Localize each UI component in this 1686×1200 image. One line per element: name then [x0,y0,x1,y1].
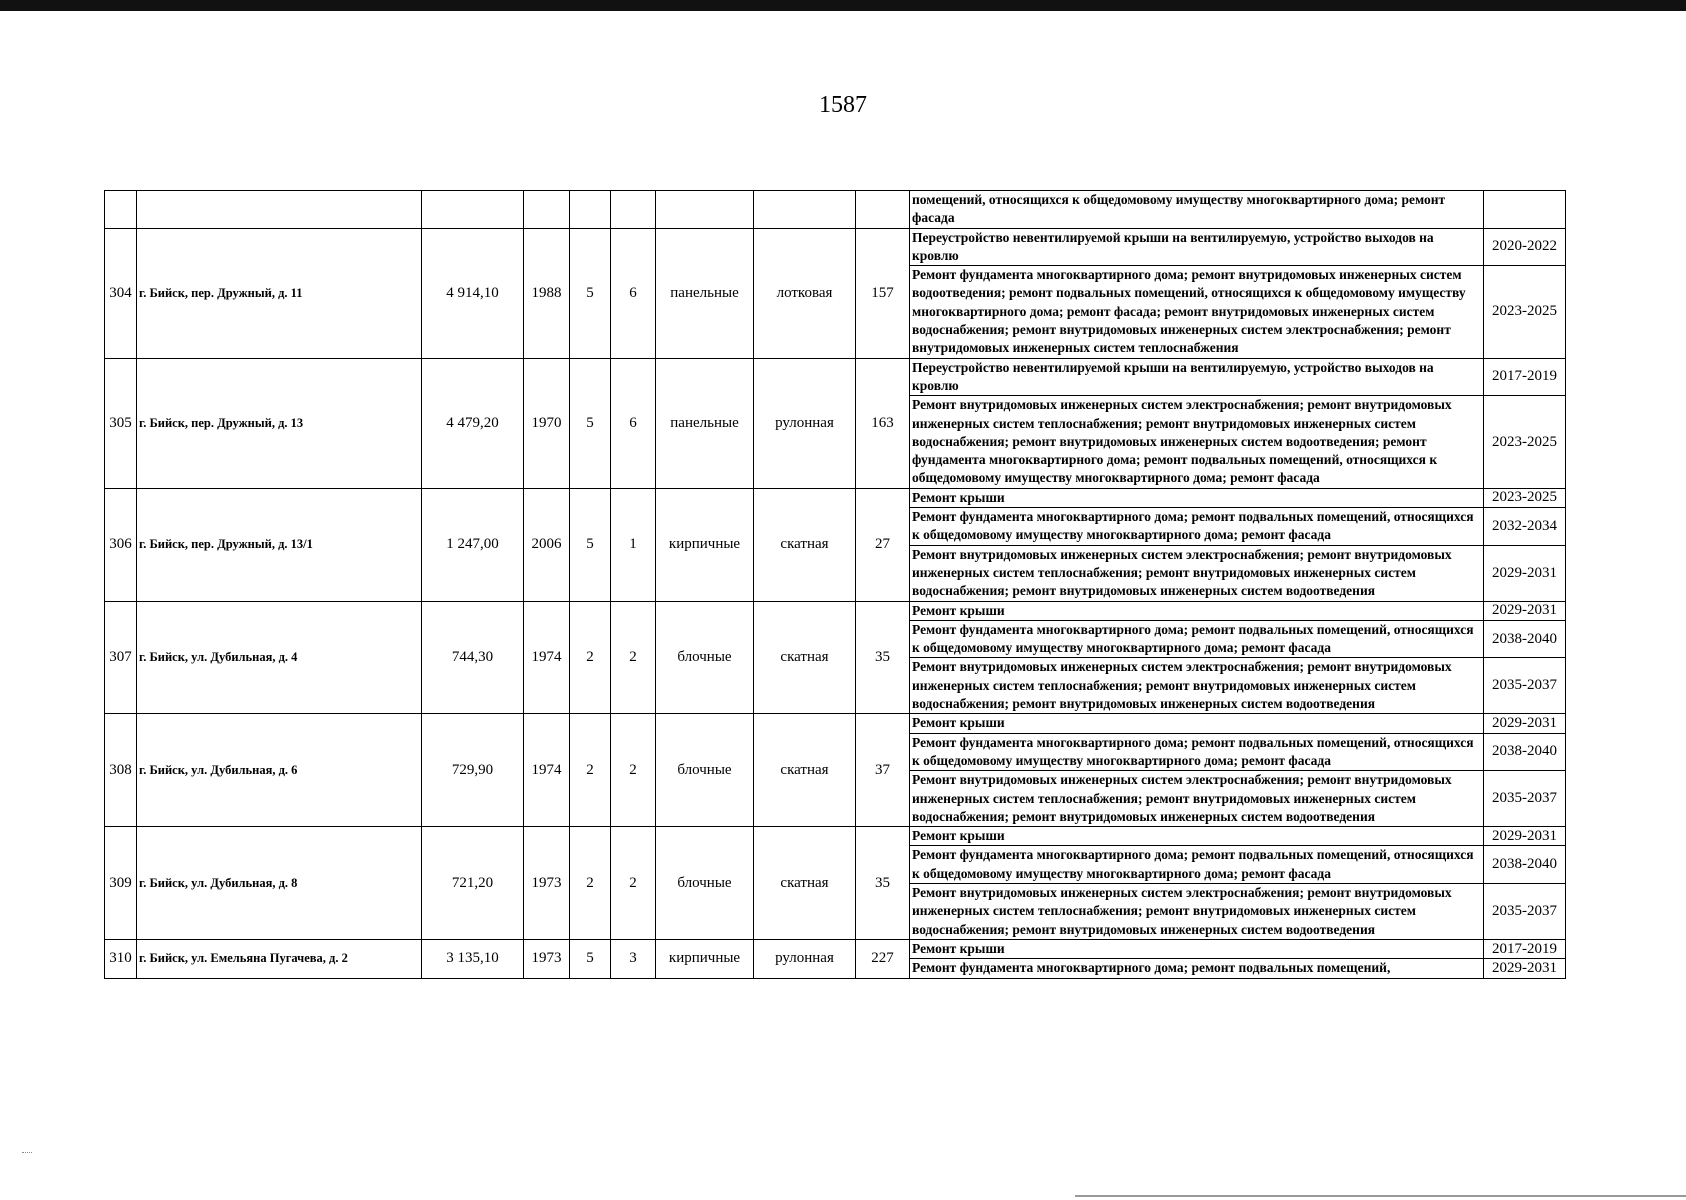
work-period: 2029-2031 [1484,827,1566,846]
residents-count: 35 [856,601,910,714]
work-period: 2035-2037 [1484,658,1566,714]
wall-material: кирпичные [656,488,754,601]
build-year: 1973 [524,827,570,940]
address: г. Бийск, пер. Дружный, д. 13/1 [137,488,422,601]
entrances-count: 2 [611,827,656,940]
entrances-count: 3 [611,939,656,978]
build-year: 1988 [524,228,570,358]
roof-type: рулонная [754,939,856,978]
floors-count: 2 [570,827,611,940]
work-period: 2029-2031 [1484,601,1566,620]
roof-type: скатная [754,827,856,940]
work-period: 2032-2034 [1484,508,1566,546]
roof-type: скатная [754,488,856,601]
address: г. Бийск, ул. Дубильная, д. 8 [137,827,422,940]
address: г. Бийск, пер. Дружный, д. 13 [137,358,422,488]
work-period: 2035-2037 [1484,771,1566,827]
work-description: Ремонт внутридомовых инженерных систем электроснабжения; ремонт внутридомовых инженерных систем теплоснабжения; ремонт внутридомовых инженерных систем водоснабжения; ремонт внутридомовых инженерных систем водоотведения [910,545,1484,601]
work-period: 2038-2040 [1484,733,1566,771]
total-area: 4 914,10 [422,228,524,358]
wall-material: блочные [656,714,754,827]
entrances-count: 2 [611,601,656,714]
work-description: Переустройство невентилируемой крыши на вентилируемую, устройство выходов на кровлю [910,358,1484,396]
build-year: 1974 [524,714,570,827]
floors-count: 5 [570,358,611,488]
wall-material: панельные [656,358,754,488]
address: г. Бийск, ул. Емельяна Пугачева, д. 2 [137,939,422,978]
work-period: 2038-2040 [1484,846,1566,884]
work-description: Ремонт внутридомовых инженерных систем электроснабжения; ремонт внутридомовых инженерных систем теплоснабжения; ремонт внутридомовых инженерных систем водоснабжения; ремонт внутридомовых инженерных систем водоотведения [910,658,1484,714]
empty-cell [856,191,910,229]
table-row [105,714,1566,733]
empty-cell [105,191,137,229]
empty-cell [137,191,422,229]
address: г. Бийск, пер. Дружный, д. 11 [137,228,422,358]
table-row [105,228,1566,266]
build-year: 1970 [524,358,570,488]
work-description: Ремонт фундамента многоквартирного дома; ремонт подвальных помещений, относящихся к общедомовому имуществу многоквартирного дома; ремонт фасада [910,508,1484,546]
wall-material: блочные [656,827,754,940]
empty-cell [754,191,856,229]
roof-type: скатная [754,714,856,827]
work-period [1484,191,1566,229]
total-area: 3 135,10 [422,939,524,978]
work-description: Ремонт крыши [910,601,1484,620]
entrances-count: 1 [611,488,656,601]
residents-count: 227 [856,939,910,978]
work-description: Переустройство невентилируемой крыши на вентилируемую, устройство выходов на кровлю [910,228,1484,266]
housing-repair-table [104,190,1566,979]
entrances-count: 2 [611,714,656,827]
work-description: Ремонт фундамента многоквартирного дома; ремонт подвальных помещений, относящихся к общедомовому имуществу многоквартирного дома; ремонт фасада [910,620,1484,658]
house-number: 309 [105,827,137,940]
work-description: Ремонт фундамента многоквартирного дома; ремонт внутридомовых инженерных систем водоотведения; ремонт подвальных помещений, относящихся к общедомовому имуществу многоквартирного дома; ремонт фасада; ремонт внутридомовых инженерных систем водоснабжения; ремонт внутридомовых инженерных систем электроснабжения; ремонт внутридомовых инженерных систем теплоснабжения [910,266,1484,359]
total-area: 721,20 [422,827,524,940]
empty-cell [524,191,570,229]
entrances-count: 6 [611,228,656,358]
table-row [105,358,1566,396]
work-period: 2023-2025 [1484,488,1566,507]
house-number: 307 [105,601,137,714]
roof-type: скатная [754,601,856,714]
work-period: 2035-2037 [1484,884,1566,940]
scan-artifact [22,1152,32,1157]
work-description: Ремонт внутридомовых инженерных систем электроснабжения; ремонт внутридомовых инженерных систем теплоснабжения; ремонт внутридомовых инженерных систем водоснабжения; ремонт внутридомовых инженерных систем водоотведения; ремонт фундамента многоквартирного дома; ремонт подвальных помещений, относящихся к общедомовому имуществу многоквартирного дома; ремонт фасада [910,396,1484,489]
work-period: 2029-2031 [1484,714,1566,733]
page-number: 1587 [819,92,867,118]
table-row [105,191,1566,229]
house-number: 306 [105,488,137,601]
floors-count: 2 [570,714,611,827]
work-description: Ремонт фундамента многоквартирного дома; ремонт подвальных помещений, относящихся к общедомовому имуществу многоквартирного дома; ремонт фасада [910,846,1484,884]
residents-count: 37 [856,714,910,827]
wall-material: панельные [656,228,754,358]
wall-material: кирпичные [656,939,754,978]
table-row [105,488,1566,507]
work-period: 2020-2022 [1484,228,1566,266]
work-description: Ремонт внутридомовых инженерных систем электроснабжения; ремонт внутридомовых инженерных систем теплоснабжения; ремонт внутридомовых инженерных систем водоснабжения; ремонт внутридомовых инженерных систем водоотведения [910,771,1484,827]
work-description: Ремонт крыши [910,827,1484,846]
house-number: 304 [105,228,137,358]
entrances-count: 6 [611,358,656,488]
build-year: 1974 [524,601,570,714]
work-period: 2029-2031 [1484,545,1566,601]
total-area: 1 247,00 [422,488,524,601]
empty-cell [611,191,656,229]
total-area: 744,30 [422,601,524,714]
address: г. Бийск, ул. Дубильная, д. 6 [137,714,422,827]
roof-type: рулонная [754,358,856,488]
work-description: Ремонт крыши [910,939,1484,958]
table-row [105,939,1566,958]
work-description: Ремонт крыши [910,488,1484,507]
floors-count: 2 [570,601,611,714]
floors-count: 5 [570,939,611,978]
work-period: 2038-2040 [1484,620,1566,658]
residents-count: 35 [856,827,910,940]
residents-count: 163 [856,358,910,488]
empty-cell [656,191,754,229]
work-description: Ремонт фундамента многоквартирного дома; ремонт подвальных помещений, [910,959,1484,978]
house-number: 308 [105,714,137,827]
roof-type: лотковая [754,228,856,358]
build-year: 2006 [524,488,570,601]
empty-cell [422,191,524,229]
address: г. Бийск, ул. Дубильная, д. 4 [137,601,422,714]
work-description: Ремонт крыши [910,714,1484,733]
total-area: 4 479,20 [422,358,524,488]
house-number: 310 [105,939,137,978]
work-period: 2023-2025 [1484,266,1566,359]
table-row [105,827,1566,846]
residents-count: 27 [856,488,910,601]
empty-cell [570,191,611,229]
table-body [105,191,1566,979]
total-area: 729,90 [422,714,524,827]
wall-material: блочные [656,601,754,714]
work-period: 2023-2025 [1484,396,1566,489]
work-description: Ремонт внутридомовых инженерных систем электроснабжения; ремонт внутридомовых инженерных систем теплоснабжения; ремонт внутридомовых инженерных систем водоснабжения; ремонт внутридомовых инженерных систем водоотведения [910,884,1484,940]
work-period: 2029-2031 [1484,959,1566,978]
house-number: 305 [105,358,137,488]
residents-count: 157 [856,228,910,358]
table-row [105,601,1566,620]
floors-count: 5 [570,488,611,601]
scan-bottom-edge [1075,1195,1686,1197]
work-description: помещений, относящихся к общедомовому имуществу многоквартирного дома; ремонт фасада [910,191,1484,229]
work-period: 2017-2019 [1484,939,1566,958]
floors-count: 5 [570,228,611,358]
work-description: Ремонт фундамента многоквартирного дома; ремонт подвальных помещений, относящихся к общедомовому имуществу многоквартирного дома; ремонт фасада [910,733,1484,771]
build-year: 1973 [524,939,570,978]
scan-top-border [0,0,1686,11]
work-period: 2017-2019 [1484,358,1566,396]
